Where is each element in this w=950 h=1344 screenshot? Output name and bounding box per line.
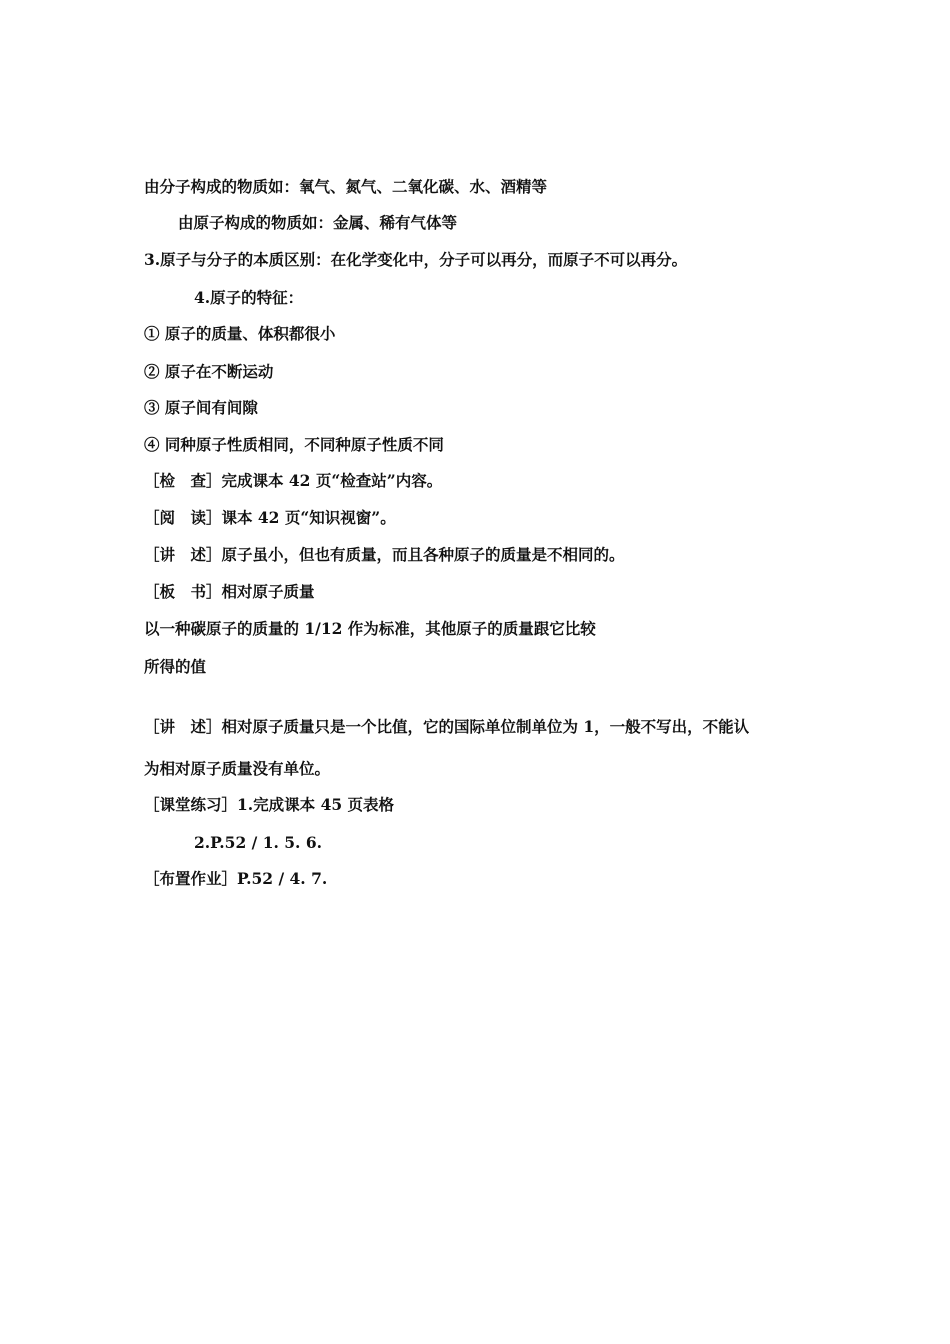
text-line-molecule-substances: 由分子构成的物质如：氧气、氮气、二氧化碳、水、酒精等 [144, 177, 548, 196]
text-line-narrate-2-cont: 为相对原子质量没有单位。 [144, 759, 331, 778]
text-line-feature-2: ② 原子在不断运动 [144, 362, 274, 381]
text-line-read: ［阅 读］课本 42 页“知识视窗”。 [144, 508, 396, 527]
text-line-definition: 以一种碳原子的质量的 1/12 作为标准，其他原子的质量跟它比较 [144, 619, 596, 638]
text-line-practice-2: 2.P.52 / 1. 5. 6. [194, 833, 323, 852]
text-line-board: ［板 书］相对原子质量 [144, 582, 315, 601]
text-line-homework: ［布置作业］P.52 / 4. 7. [144, 869, 328, 888]
text-line-atom-substances: 由原子构成的物质如：金属、稀有气体等 [178, 213, 458, 232]
text-line-narrate-1: ［讲 述］原子虽小，但也有质量，而且各种原子的质量是不相同的。 [144, 545, 625, 564]
text-line-check: ［检 查］完成课本 42 页“检查站”内容。 [144, 471, 443, 490]
text-line-feature-1: ① 原子的质量、体积都很小 [144, 324, 336, 343]
text-line-practice: ［课堂练习］1.完成课本 45 页表格 [144, 795, 395, 814]
text-line-essential-difference: 3.原子与分子的本质区别：在化学变化中，分子可以再分，而原子不可以再分。 [144, 250, 688, 269]
text-line-feature-4: ④ 同种原子性质相同，不同种原子性质不同 [144, 435, 444, 454]
text-line-narrate-2: ［讲 述］相对原子质量只是一个比值，它的国际单位制单位为 1，一般不写出，不能认 [144, 717, 750, 736]
text-line-feature-3: ③ 原子间有间隙 [144, 398, 258, 417]
text-line-atom-features-heading: 4.原子的特征： [194, 288, 304, 307]
text-line-definition-cont: 所得的值 [144, 657, 207, 676]
